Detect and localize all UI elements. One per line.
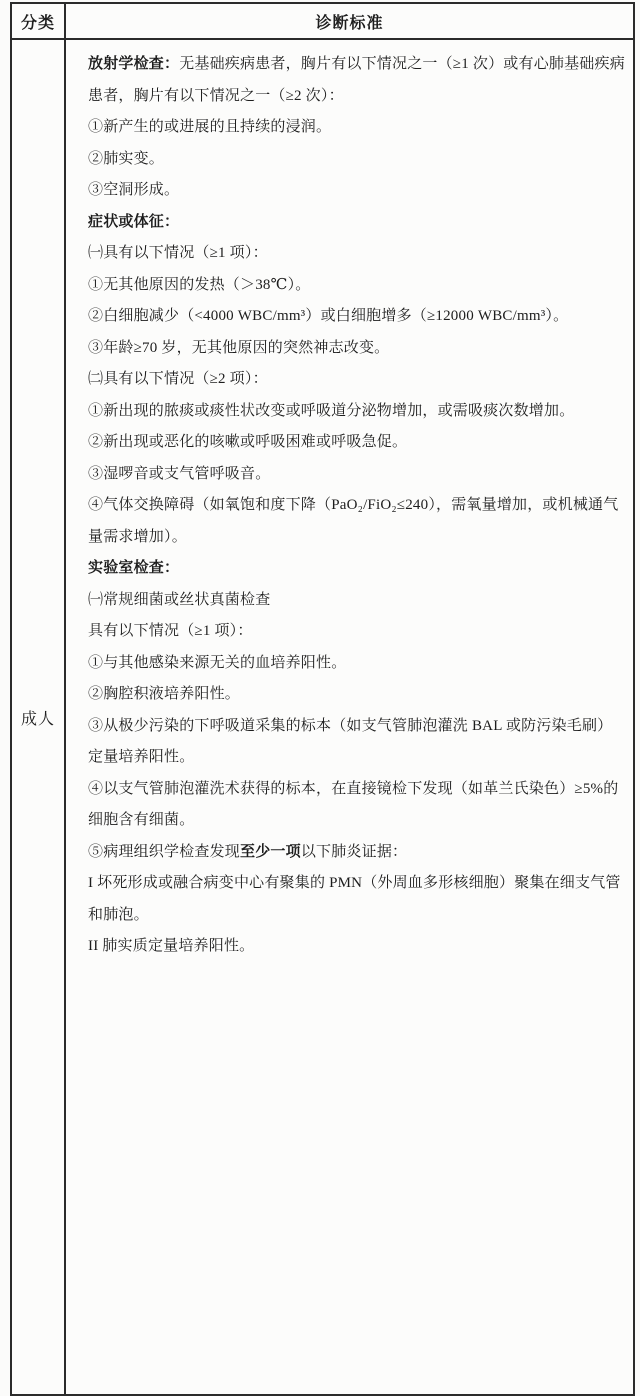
header-cell-category: 分类: [11, 3, 65, 39]
criteria-paragraph: II 肺实质定量培养阳性。: [88, 938, 255, 954]
criteria-paragraph: ②胸腔积液培养阳性。: [88, 686, 241, 702]
header-cell-criteria: 诊断标准: [65, 3, 634, 39]
criteria-paragraph: ③空洞形成。: [88, 182, 180, 198]
criteria-paragraph: ④以支气管肺泡灌洗术获得的标本，在直接镜检下发现（如革兰氏染色）≥5%的细胞含有细菌。: [88, 780, 619, 828]
criteria-paragraph: ①与其他感染来源无关的血培养阳性。: [88, 654, 347, 671]
criteria-paragraph: 放射学检查：无基础疾病患者，胸片有以下情况之一（≥1 次）或有心肺基础疾病患者，胸片有以下情况之一（≥2 次）：: [88, 56, 625, 104]
criteria-paragraph: ③湿啰音或支气管呼吸音。: [88, 465, 271, 482]
criteria-paragraph: ①无其他原因的发热（＞38℃）。: [88, 276, 311, 293]
diagnostic-criteria-table: [10, 2, 635, 1396]
criteria-paragraph: ②肺实变。: [88, 150, 165, 167]
criteria-paragraph: ①新产生的或进展的且持续的浸润。: [88, 119, 332, 135]
criteria-paragraph: ⑤病理组织学检查发现至少一项以下肺炎证据：: [88, 843, 408, 860]
criteria-cell: [65, 39, 634, 1395]
criteria-paragraph: ③年龄≥70 岁，无其他原因的突然神志改变。: [88, 339, 390, 356]
category-cell: [11, 39, 65, 1395]
criteria-paragraph: ②新出现或恶化的咳嗽或呼吸困难或呼吸急促。: [88, 434, 408, 450]
criteria-paragraph: ①新出现的脓痰或痰性状改变或呼吸道分泌物增加，或需吸痰次数增加。: [88, 402, 575, 419]
criteria-paragraph: 具有以下情况（≥1 项）：: [88, 623, 253, 639]
criteria-paragraph: ㈠常规细菌或丝状真菌检查: [88, 591, 271, 608]
criteria-paragraph: ②白细胞减少（<4000 WBC/mm³）或白细胞增多（≥12000 WBC/mm³）。: [88, 308, 569, 324]
table-row-adult: [11, 39, 634, 1395]
criteria-paragraph: 实验室检查：: [88, 560, 180, 576]
criteria-paragraph: ④气体交换障碍（如氧饱和度下降（PaO₂/FiO₂≤240），需氧量增加，或机械通气量需求增加）。: [88, 497, 619, 545]
criteria-paragraphs: [88, 49, 625, 963]
criteria-paragraph: I 坏死形成或融合病变中心有聚集的 PMN（外周血多形核细胞）聚集在细支气管和肺泡。: [88, 875, 621, 923]
criteria-paragraph: ③从极少污染的下呼吸道采集的标本（如支气管肺泡灌洗 BAL 或防污染毛刷）定量培养阳性。: [88, 717, 613, 765]
criteria-paragraph: ㈠具有以下情况（≥1 项）：: [88, 245, 268, 261]
criteria-paragraph: 症状或体征：: [88, 213, 180, 230]
table-header-row: [11, 3, 634, 39]
criteria-paragraph: ㈡具有以下情况（≥2 项）：: [88, 371, 268, 387]
category-label: 成人: [20, 710, 55, 728]
